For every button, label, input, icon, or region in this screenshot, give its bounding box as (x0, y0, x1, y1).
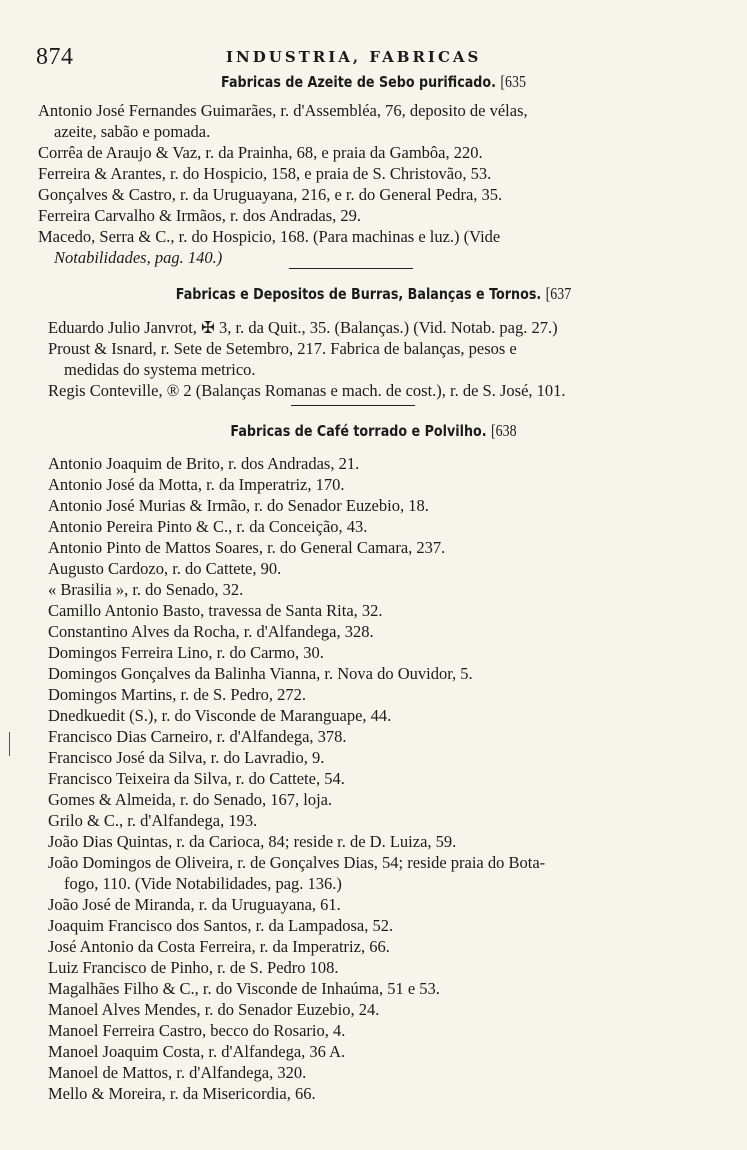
list-item: Grilo & C., r. d'Alfandega, 193. (48, 811, 258, 830)
section-heading-635 (67, 72, 680, 92)
section-heading-637 (67, 284, 680, 304)
list-item: José Antonio da Costa Ferreira, r. da Imperatriz, 66. (48, 937, 390, 956)
list-item: Magalhães Filho & C., r. do Visconde de Inhaúma, 51 e 53. (48, 979, 440, 998)
list-item: Macedo, Serra & C., r. do Hospicio, 168. (Para machinas e luz.) (Vide (38, 227, 501, 246)
list-item: Francisco Teixeira da Silva, r. do Cattete, 54. (48, 769, 345, 788)
list-item: Constantino Alves da Rocha, r. d'Alfandega, 328. (48, 622, 374, 641)
list-item: Francisco Dias Carneiro, r. d'Alfandega, 378. (48, 727, 347, 746)
list-item-continuation: fogo, 110. (Vide Notabilidades, pag. 136.) (64, 874, 342, 893)
section-number: [638 (491, 421, 517, 440)
list-item: Manoel Alves Mendes, r. do Senador Euzebio, 24. (48, 1000, 380, 1019)
list-item: Domingos Gonçalves da Balinha Vianna, r. Nova do Ouvidor, 5. (48, 664, 473, 683)
list-item: Francisco José da Silva, r. do Lavradio, 9. (48, 748, 325, 767)
list-item: Antonio José Fernandes Guimarães, r. d'Assembléa, 76, deposito de vélas, (38, 101, 528, 120)
page-number: 874 (36, 44, 74, 70)
list-item: Ferreira & Arantes, r. do Hospicio, 158, e praia de S. Christovão, 53. (38, 164, 492, 183)
list-item-continuation: azeite, sabão e pomada. (54, 122, 211, 141)
list-item: Manoel de Mattos, r. d'Alfandega, 320. (48, 1063, 307, 1082)
section-number: [635 (500, 72, 526, 91)
list-item-continuation: Notabilidades, pag. 140.) (54, 248, 223, 267)
section-title: Fabricas de Azeite de Sebo purificado. (221, 73, 496, 91)
list-item: Gomes & Almeida, r. do Senado, 167, loja. (48, 790, 333, 809)
list-item: João Dias Quintas, r. da Carioca, 84; reside r. de D. Luiza, 59. (48, 832, 457, 851)
list-item: « Brasilia », r. do Senado, 32. (48, 580, 244, 599)
margin-mark (9, 732, 10, 756)
list-item: Proust & Isnard, r. Sete de Setembro, 217. Fabrica de balanças, pesos e (48, 339, 517, 358)
list-item: Luiz Francisco de Pinho, r. de S. Pedro 108. (48, 958, 339, 977)
list-item: Eduardo Julio Janvrot, ✠ 3, r. da Quit., 35. (Balanças.) (Vid. Notab. pag. 27.) (48, 318, 558, 337)
list-item-continuation: medidas do systema metrico. (64, 360, 256, 379)
list-item: Manoel Joaquim Costa, r. d'Alfandega, 36 A. (48, 1042, 346, 1061)
running-title: INDUSTRIA, FABRICAS (226, 48, 482, 66)
list-item: Joaquim Francisco dos Santos, r. da Lampadosa, 52. (48, 916, 394, 935)
section-title: Fabricas de Café torrado e Polvilho. (230, 422, 487, 440)
list-item: Antonio Pinto de Mattos Soares, r. do General Camara, 237. (48, 538, 446, 557)
section-heading-638 (67, 421, 680, 441)
list-item: Dnedkuedit (S.), r. do Visconde de Maranguape, 44. (48, 706, 392, 725)
list-item: Corrêa de Araujo & Vaz, r. da Prainha, 68, e praia da Gambôa, 220. (38, 143, 483, 162)
list-item: Domingos Martins, r. de S. Pedro, 272. (48, 685, 307, 704)
list-item: Augusto Cardozo, r. do Cattete, 90. (48, 559, 282, 578)
list-item: Antonio José Murias & Irmão, r. do Senador Euzebio, 18. (48, 496, 429, 515)
list-item: Antonio Joaquim de Brito, r. dos Andradas, 21. (48, 454, 360, 473)
list-item: Antonio José da Motta, r. da Imperatriz, 170. (48, 475, 345, 494)
list-item: Camillo Antonio Basto, travessa de Santa Rita, 32. (48, 601, 383, 620)
list-item: Domingos Ferreira Lino, r. do Carmo, 30. (48, 643, 324, 662)
section-divider (289, 268, 413, 269)
section-number: [637 (545, 284, 572, 303)
list-item: Regis Conteville, ® 2 (Balanças Romanas e mach. de cost.), r. de S. José, 101. (48, 381, 566, 400)
list-item: Manoel Ferreira Castro, becco do Rosario, 4. (48, 1021, 346, 1040)
page-header (36, 44, 687, 70)
list-item: João Domingos de Oliveira, r. de Gonçalves Dias, 54; reside praia do Bota- (48, 853, 546, 872)
list-item: Ferreira Carvalho & Irmãos, r. dos Andradas, 29. (38, 206, 362, 225)
list-item: Mello & Moreira, r. da Misericordia, 66. (48, 1084, 316, 1103)
list-item: João José de Miranda, r. da Uruguayana, 61. (48, 895, 341, 914)
list-item: Antonio Pereira Pinto & C., r. da Conceição, 43. (48, 517, 368, 536)
section-title: Fabricas e Depositos de Burras, Balanças e Tornos. (175, 285, 542, 303)
section-divider (291, 405, 415, 406)
list-item: Gonçalves & Castro, r. da Uruguayana, 216, e r. do General Pedra, 35. (38, 185, 503, 204)
